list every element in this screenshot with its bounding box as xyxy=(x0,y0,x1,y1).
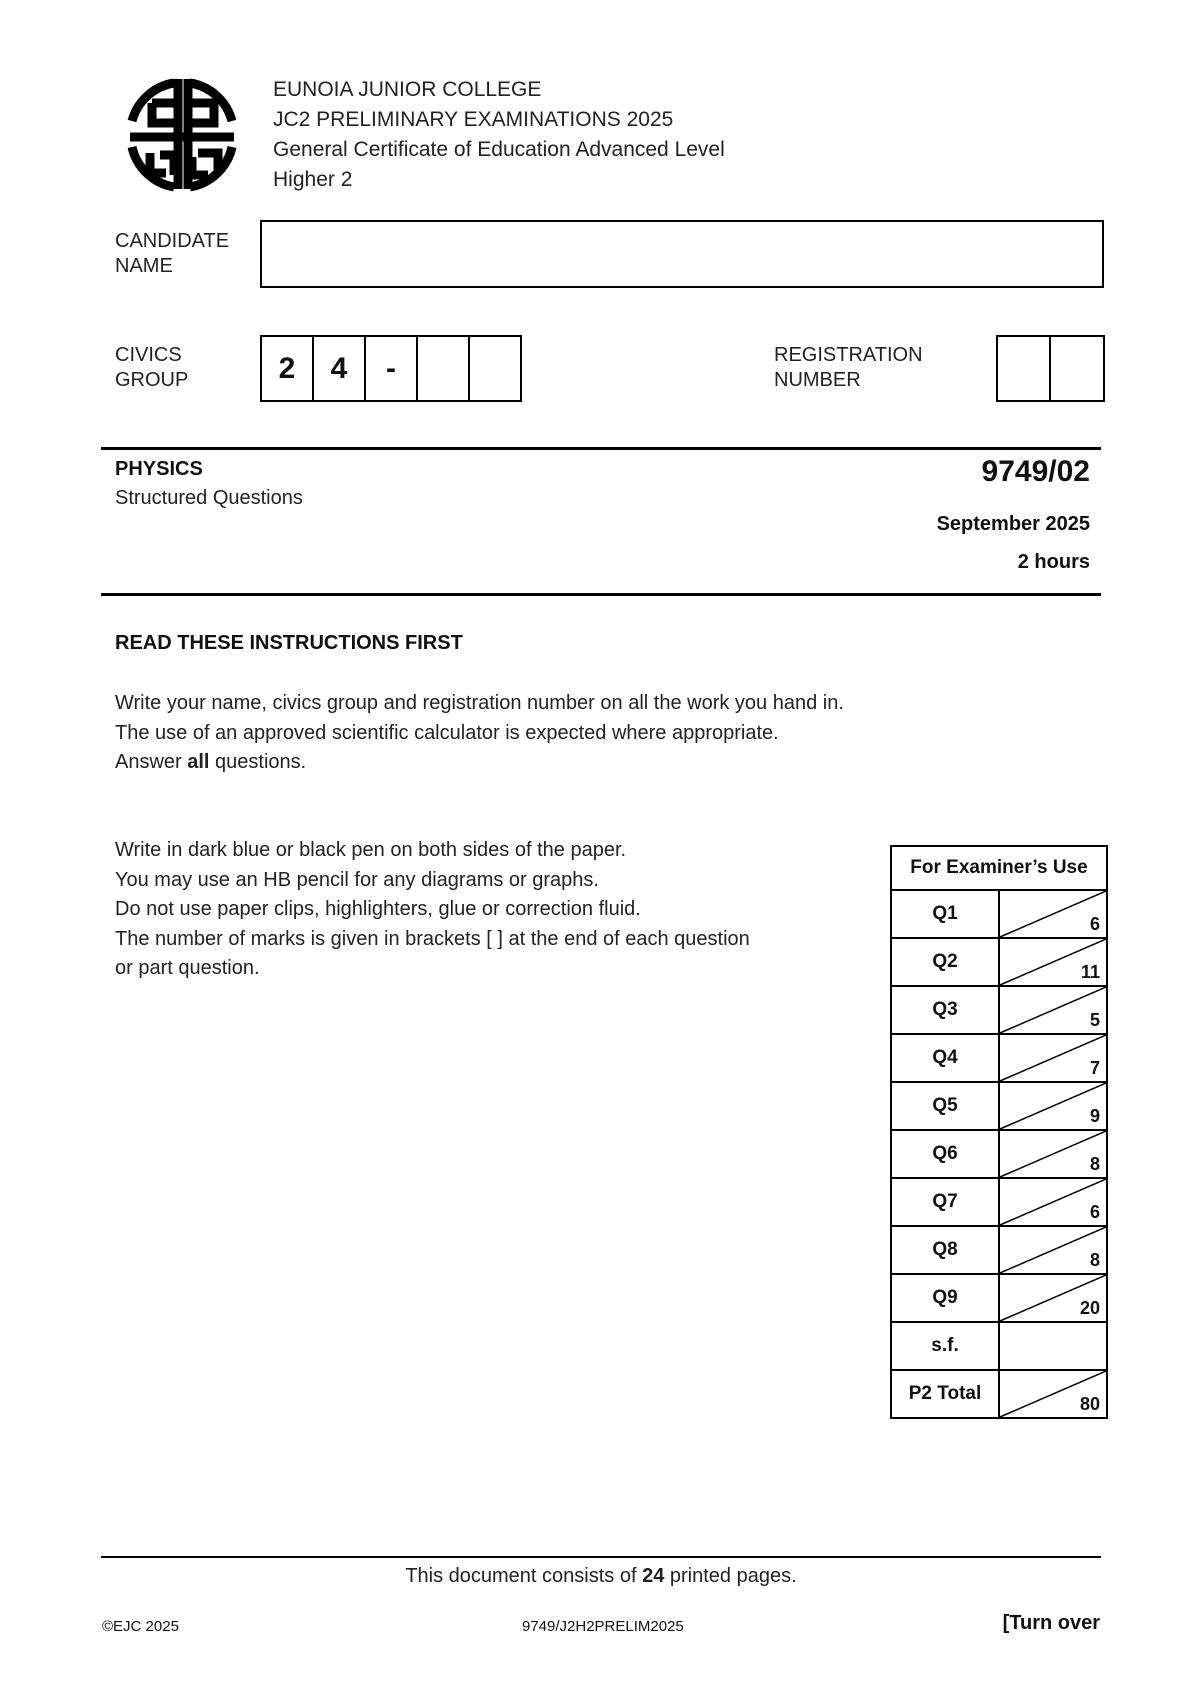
examiner-table-row xyxy=(891,1178,1107,1226)
marks-cell[interactable] xyxy=(999,1274,1107,1322)
marks-cell[interactable] xyxy=(999,986,1107,1034)
marks-cell[interactable] xyxy=(999,1370,1107,1418)
civics-digit-box[interactable]: 2 xyxy=(262,337,314,400)
examiner-table-row xyxy=(891,1322,1107,1370)
max-marks: 20 xyxy=(1079,1298,1100,1318)
question-label: Q5 xyxy=(891,1082,999,1130)
question-label: Q9 xyxy=(891,1274,999,1322)
max-marks: 6 xyxy=(1089,1202,1100,1222)
divider-top xyxy=(101,447,1101,450)
examiner-table-row xyxy=(891,1274,1107,1322)
question-label: Q3 xyxy=(891,986,999,1034)
instruction-line: Do not use paper clips, highlighters, glue or correction fluid. xyxy=(115,898,641,920)
max-marks: 8 xyxy=(1089,1250,1100,1270)
question-label: Q1 xyxy=(891,890,999,938)
college-logo xyxy=(122,75,242,193)
civics-group-label: CIVICS GROUP xyxy=(115,344,189,391)
instructions-block-1 xyxy=(115,689,844,778)
divider-bottom xyxy=(101,593,1101,596)
examiner-table-row xyxy=(891,1082,1107,1130)
marks-cell[interactable] xyxy=(999,1226,1107,1274)
examiner-table-row xyxy=(891,1226,1107,1274)
footer-divider xyxy=(101,1556,1101,1558)
instruction-line: The number of marks is given in brackets [ ] at the end of each question xyxy=(115,927,750,950)
question-label: Q8 xyxy=(891,1226,999,1274)
registration-digit-box[interactable] xyxy=(998,337,1051,400)
exam-date: September 2025 xyxy=(936,513,1090,535)
exam-title: JC2 PRELIMINARY EXAMINATIONS 2025 xyxy=(273,108,674,131)
candidate-name-label: CANDIDATE NAME xyxy=(115,230,230,277)
max-marks: 6 xyxy=(1089,914,1100,934)
marks-cell[interactable] xyxy=(999,1322,1107,1370)
instruction-line: The use of an approved scientific calculator is expected where appropriate. xyxy=(115,721,779,744)
civics-group-boxes xyxy=(260,335,522,402)
instruction-line: Write in dark blue or black pen on both sides of the paper. xyxy=(115,839,627,861)
school-name: EUNOIA JUNIOR COLLEGE xyxy=(273,78,542,101)
examiner-use-table xyxy=(890,845,1108,1419)
paper-subtitle: Structured Questions xyxy=(115,487,303,509)
examiner-table-row xyxy=(891,1370,1107,1418)
instruction-line: or part question. xyxy=(115,957,260,979)
registration-number-boxes xyxy=(996,335,1105,402)
examiner-table-row xyxy=(891,938,1107,986)
certificate-title: General Certificate of Education Advanced Level xyxy=(273,138,725,161)
turn-over-note: [Turn over xyxy=(1002,1612,1100,1634)
subject-title: PHYSICS xyxy=(115,458,203,480)
examiner-table-row xyxy=(891,1034,1107,1082)
question-label: P2 Total xyxy=(891,1370,999,1418)
examiner-table-row xyxy=(891,890,1107,938)
max-marks: 8 xyxy=(1089,1154,1100,1174)
marks-cell[interactable] xyxy=(999,1130,1107,1178)
examiner-table-row xyxy=(891,1130,1107,1178)
civics-digit-box[interactable] xyxy=(470,337,522,400)
paper-code: 9749/02 xyxy=(981,455,1090,488)
instruction-line: You may use an HB pencil for any diagrams or graphs. xyxy=(115,868,599,891)
max-marks: 9 xyxy=(1089,1106,1100,1126)
candidate-name-field[interactable] xyxy=(260,220,1104,288)
document-reference: 9749/J2H2PRELIM2025 xyxy=(522,1618,684,1635)
examiner-table-heading: For Examiner’s Use xyxy=(891,846,1107,890)
max-marks: 80 xyxy=(1079,1394,1100,1414)
max-marks: 5 xyxy=(1089,1010,1100,1030)
registration-digit-box[interactable] xyxy=(1051,337,1103,400)
copyright: ©EJC 2025 xyxy=(102,1618,179,1635)
marks-cell[interactable] xyxy=(999,1034,1107,1082)
examiner-table-row xyxy=(891,986,1107,1034)
marks-cell[interactable] xyxy=(999,890,1107,938)
question-label: Q4 xyxy=(891,1034,999,1082)
marks-cell[interactable] xyxy=(999,1082,1107,1130)
civics-digit-box[interactable] xyxy=(418,337,470,400)
instructions-heading: READ THESE INSTRUCTIONS FIRST xyxy=(115,632,463,654)
level-title: Higher 2 xyxy=(273,168,353,191)
civics-digit-box[interactable]: 4 xyxy=(314,337,366,400)
instructions-block-2 xyxy=(115,836,750,984)
instruction-line: Answer all questions. xyxy=(115,751,307,773)
page-count-note: This document consists of 24 printed pages. xyxy=(405,1565,797,1587)
question-label: Q2 xyxy=(891,938,999,986)
marks-cell[interactable] xyxy=(999,938,1107,986)
marks-cell[interactable] xyxy=(999,1178,1107,1226)
max-marks: 7 xyxy=(1089,1058,1100,1078)
question-label: s.f. xyxy=(891,1322,999,1370)
max-marks: 11 xyxy=(1080,962,1100,982)
civics-digit-box[interactable]: - xyxy=(366,337,418,400)
instruction-line: Write your name, civics group and registration number on all the work you hand in. xyxy=(115,692,844,714)
registration-number-label: REGISTRATION NUMBER xyxy=(774,344,923,391)
exam-duration: 2 hours xyxy=(1017,551,1090,573)
question-label: Q7 xyxy=(891,1178,999,1226)
question-label: Q6 xyxy=(891,1130,999,1178)
